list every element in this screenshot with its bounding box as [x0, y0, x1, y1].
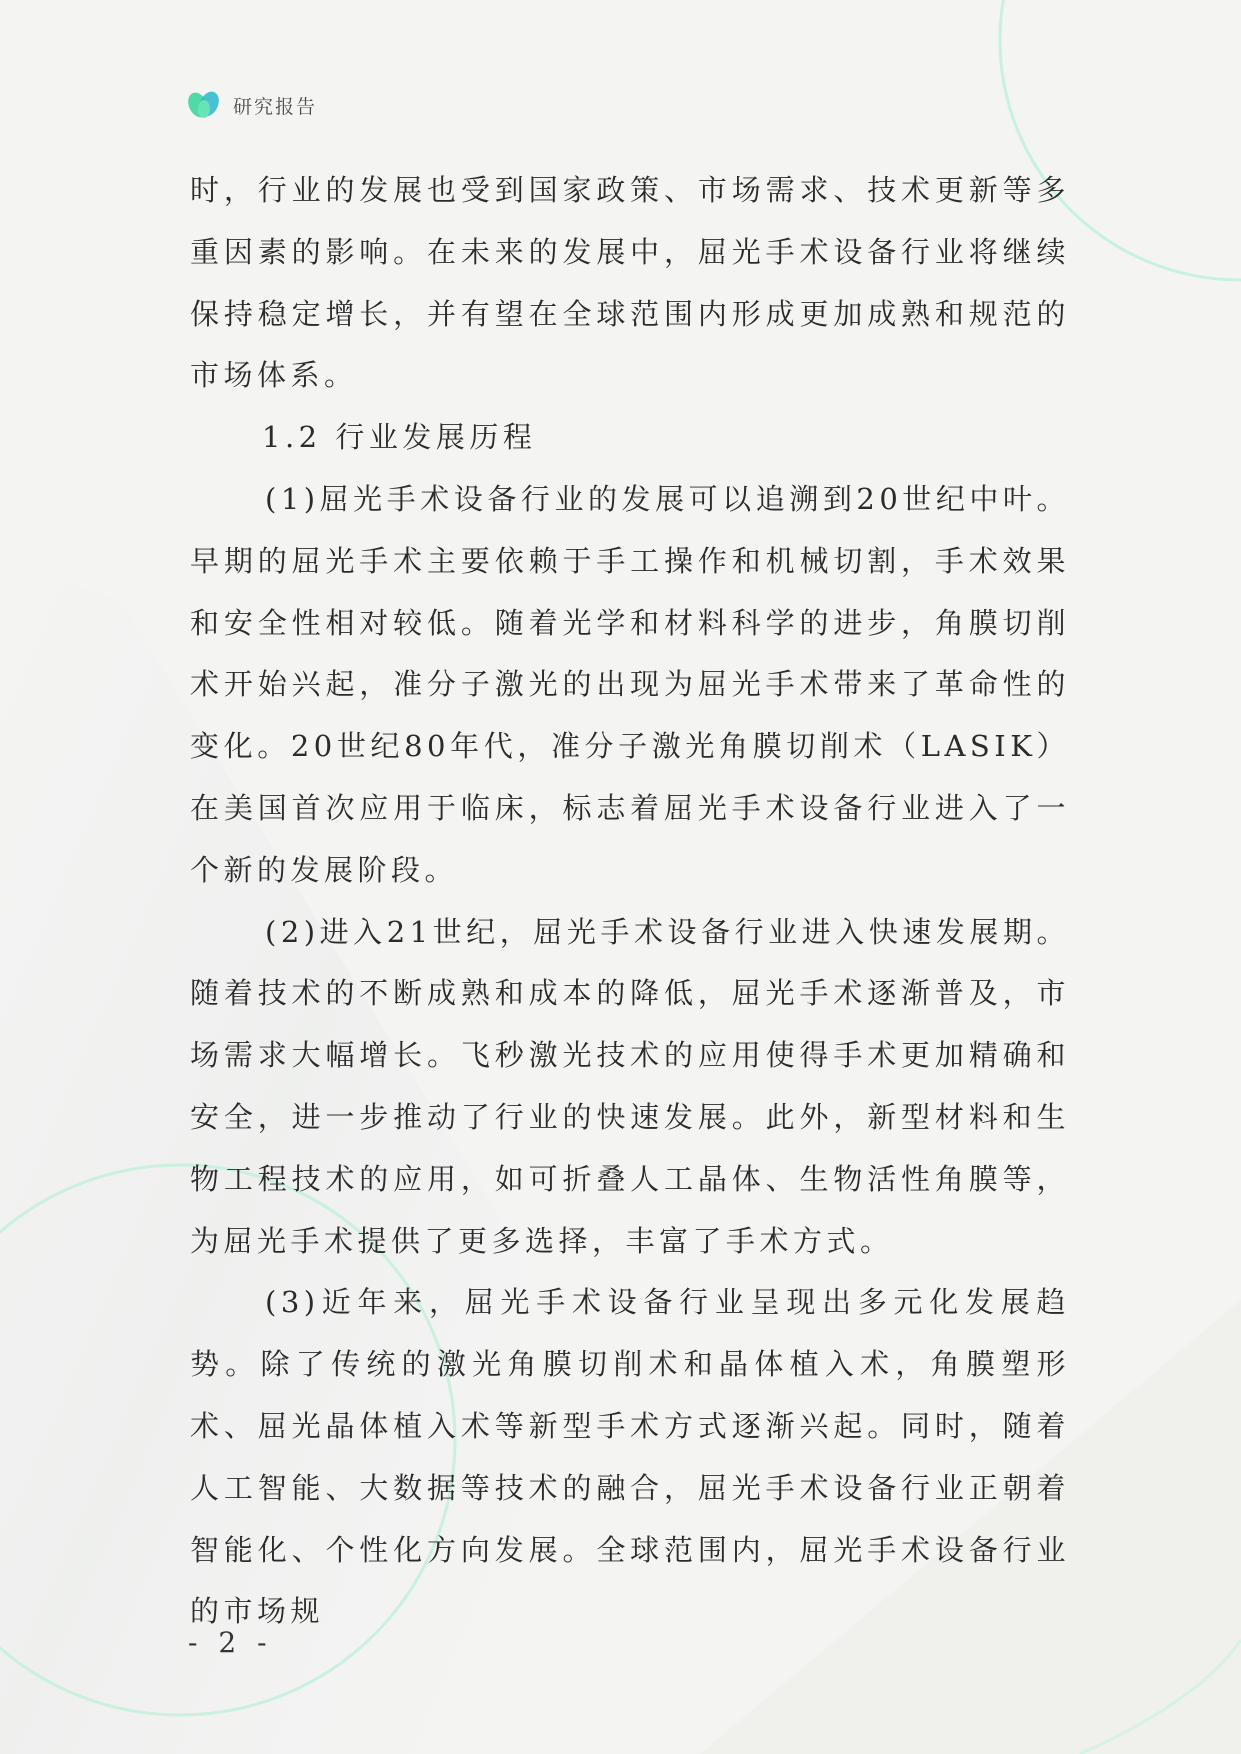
paragraph-continuation: 时，行业的发展也受到国家政策、市场需求、技术更新等多重因素的影响。在未来的发展中，屈光手术设备行业将继续保持稳定增长，并有望在全球范围内形成更加成熟和规范的市场体系。: [190, 173, 1070, 393]
leaf-logo-icon: [187, 89, 223, 121]
paragraph-1: (1)屈光手术设备行业的发展可以追溯到20世纪中叶。早期的屈光手术主要依赖于手工操作和机械切割，手术效果和安全性相对较低。随着光学和材料科学的进步，角膜切削术开始兴起，准分子激光的出现为屈光手术带来了革命性的变化。20世纪80年代，准分子激光角膜切削术（LASIK）在美国首次应用于临床，标志着屈光手术设备行业进入了一个新的发展阶段。: [190, 481, 1070, 887]
page-number: - 2 -: [188, 1626, 273, 1659]
report-header: [187, 88, 317, 122]
report-title: 研究报告: [233, 95, 318, 118]
section-heading: 1.2 行业发展历程: [262, 420, 537, 455]
document-body: [190, 160, 1070, 1643]
paragraph-3: (3)近年来，屈光手术设备行业呈现出多元化发展趋势。除了传统的激光角膜切削术和晶体植入术，角膜塑形术、屈光晶体植入术等新型手术方式逐渐兴起。同时，随着人工智能、大数据等技术的融合，屈光手术设备行业正朝着智能化、个性化方向发展。全球范围内，屈光手术设备行业的市场规: [190, 1285, 1070, 1629]
paragraph-2: (2)进入21世纪，屈光手术设备行业进入快速发展期。随着技术的不断成熟和成本的降低，屈光手术逐渐普及，市场需求大幅增长。飞秒激光技术的应用使得手术更加精确和安全，进一步推动了行业的快速发展。此外，新型材料和生物工程技术的应用，如可折叠人工晶体、生物活性角膜等，为屈光手术提供了更多选择，丰富了手术方式。: [190, 914, 1070, 1258]
